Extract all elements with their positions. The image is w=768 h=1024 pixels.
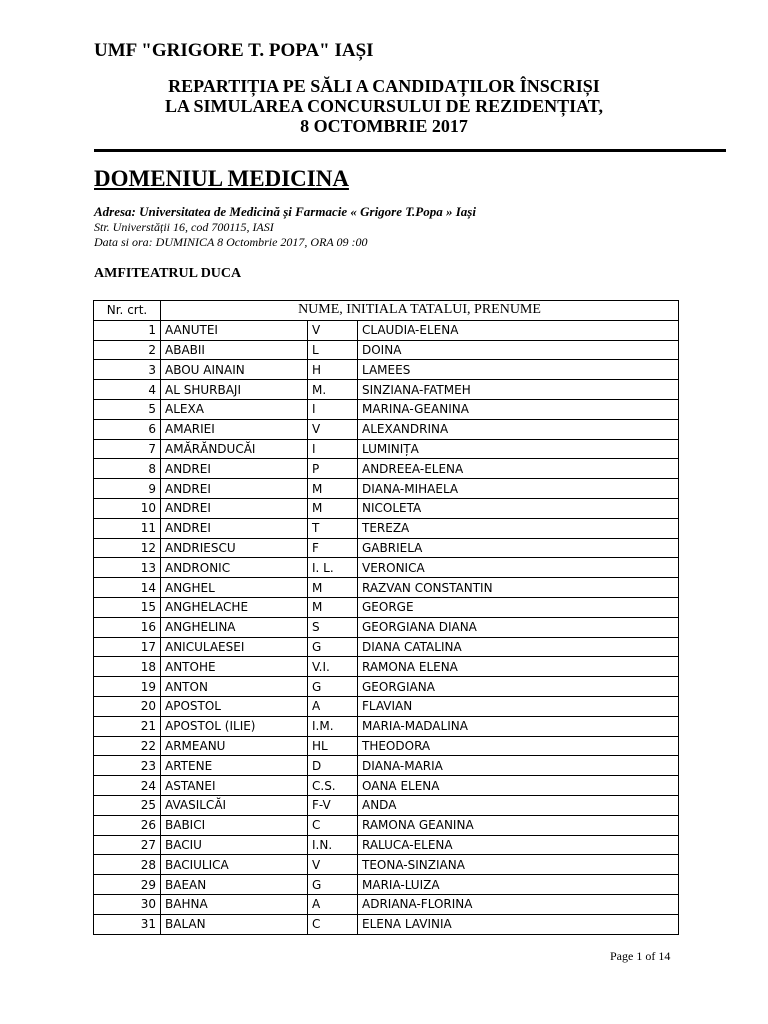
first-name: DIANA-MIHAELA xyxy=(358,479,679,499)
father-initial: I. L. xyxy=(308,558,358,578)
last-name: BAHNA xyxy=(161,894,308,914)
last-name: BALAN xyxy=(161,914,308,934)
last-name: AL SHURBAJI xyxy=(161,380,308,400)
first-name: TEREZA xyxy=(358,518,679,538)
father-initial: L xyxy=(308,340,358,360)
table-row xyxy=(94,677,679,697)
father-initial: S xyxy=(308,617,358,637)
last-name: BACIULICA xyxy=(161,855,308,875)
row-number: 1 xyxy=(94,320,161,340)
father-initial: V xyxy=(308,320,358,340)
table-row xyxy=(94,696,679,716)
candidates-table xyxy=(93,300,679,935)
first-name: ANDREEA-ELENA xyxy=(358,459,679,479)
table-row xyxy=(94,538,679,558)
table-row xyxy=(94,380,679,400)
last-name: ANTON xyxy=(161,677,308,697)
table-row xyxy=(94,419,679,439)
last-name: ANDREI xyxy=(161,498,308,518)
table-row xyxy=(94,399,679,419)
first-name: ADRIANA-FLORINA xyxy=(358,894,679,914)
column-header-nr: Nr. crt. xyxy=(94,301,161,321)
first-name: ALEXANDRINA xyxy=(358,419,679,439)
first-name: MARIA-LUIZA xyxy=(358,875,679,895)
last-name: AMARIEI xyxy=(161,419,308,439)
table-row xyxy=(94,756,679,776)
first-name: DOINA xyxy=(358,340,679,360)
table-row xyxy=(94,736,679,756)
father-initial: I xyxy=(308,399,358,419)
table-row xyxy=(94,498,679,518)
table-row xyxy=(94,894,679,914)
title-line-1: REPARTIȚIA PE SĂLI A CANDIDAȚILOR ÎNSCRIȘI xyxy=(168,76,600,96)
table-row xyxy=(94,597,679,617)
row-number: 12 xyxy=(94,538,161,558)
table-row xyxy=(94,439,679,459)
father-initial: P xyxy=(308,459,358,479)
column-header-name: NUME, INITIALA TATALUI, PRENUME xyxy=(161,301,679,321)
row-number: 23 xyxy=(94,756,161,776)
domain-heading: DOMENIUL MEDICINA xyxy=(94,166,349,191)
last-name: ASTANEI xyxy=(161,776,308,796)
row-number: 16 xyxy=(94,617,161,637)
row-number: 19 xyxy=(94,677,161,697)
last-name: ANDRIESCU xyxy=(161,538,308,558)
father-initial: C xyxy=(308,815,358,835)
last-name: ABOU AINAIN xyxy=(161,360,308,380)
last-name: ANDRONIC xyxy=(161,558,308,578)
last-name: APOSTOL xyxy=(161,696,308,716)
table-row xyxy=(94,815,679,835)
row-number: 2 xyxy=(94,340,161,360)
table-row xyxy=(94,637,679,657)
father-initial: HL xyxy=(308,736,358,756)
street-line: Str. Universtății 16, cod 700115, IASI xyxy=(94,220,274,234)
last-name: BAEAN xyxy=(161,875,308,895)
row-number: 10 xyxy=(94,498,161,518)
table-row xyxy=(94,360,679,380)
row-number: 20 xyxy=(94,696,161,716)
father-initial: I.M. xyxy=(308,716,358,736)
row-number: 28 xyxy=(94,855,161,875)
table-row xyxy=(94,479,679,499)
father-initial: G xyxy=(308,677,358,697)
last-name: ANDREI xyxy=(161,459,308,479)
first-name: GABRIELA xyxy=(358,538,679,558)
first-name: VERONICA xyxy=(358,558,679,578)
row-number: 27 xyxy=(94,835,161,855)
father-initial: M. xyxy=(308,380,358,400)
first-name: ANDA xyxy=(358,795,679,815)
last-name: ALEXA xyxy=(161,399,308,419)
first-name: OANA ELENA xyxy=(358,776,679,796)
first-name: GEORGE xyxy=(358,597,679,617)
father-initial: G xyxy=(308,637,358,657)
row-number: 5 xyxy=(94,399,161,419)
last-name: AANUTEI xyxy=(161,320,308,340)
table-row xyxy=(94,875,679,895)
table-row xyxy=(94,657,679,677)
first-name: RAMONA GEANINA xyxy=(358,815,679,835)
row-number: 15 xyxy=(94,597,161,617)
row-number: 22 xyxy=(94,736,161,756)
father-initial: I.N. xyxy=(308,835,358,855)
last-name: AVASILCĂI xyxy=(161,795,308,815)
father-initial: V.I. xyxy=(308,657,358,677)
last-name: ABABII xyxy=(161,340,308,360)
father-initial: C xyxy=(308,914,358,934)
father-initial: F-V xyxy=(308,795,358,815)
header-divider xyxy=(94,149,726,152)
first-name: DIANA CATALINA xyxy=(358,637,679,657)
father-initial: M xyxy=(308,498,358,518)
father-initial: F xyxy=(308,538,358,558)
table-row xyxy=(94,617,679,637)
first-name: RAMONA ELENA xyxy=(358,657,679,677)
father-initial: G xyxy=(308,875,358,895)
father-initial: I xyxy=(308,439,358,459)
row-number: 14 xyxy=(94,578,161,598)
table-row xyxy=(94,459,679,479)
first-name: DIANA-MARIA xyxy=(358,756,679,776)
father-initial: H xyxy=(308,360,358,380)
first-name: ELENA LAVINIA xyxy=(358,914,679,934)
first-name: LUMINIȚA xyxy=(358,439,679,459)
first-name: MARINA-GEANINA xyxy=(358,399,679,419)
first-name: THEODORA xyxy=(358,736,679,756)
table-row xyxy=(94,914,679,934)
last-name: ANTOHE xyxy=(161,657,308,677)
table-row xyxy=(94,855,679,875)
first-name: GEORGIANA DIANA xyxy=(358,617,679,637)
first-name: NICOLETA xyxy=(358,498,679,518)
row-number: 6 xyxy=(94,419,161,439)
last-name: ANGHELINA xyxy=(161,617,308,637)
first-name: LAMEES xyxy=(358,360,679,380)
last-name: ANICULAESEI xyxy=(161,637,308,657)
datetime-line: Data si ora: DUMINICA 8 Octombrie 2017, ORA 09 :00 xyxy=(94,235,368,249)
last-name: ARTENE xyxy=(161,756,308,776)
address-line: Adresa: Universitatea de Medicină și Farmacie « Grigore T.Popa » Iași xyxy=(94,204,476,219)
room-heading: AMFITEATRUL DUCA xyxy=(94,266,242,281)
row-number: 4 xyxy=(94,380,161,400)
father-initial: T xyxy=(308,518,358,538)
row-number: 7 xyxy=(94,439,161,459)
first-name: CLAUDIA-ELENA xyxy=(358,320,679,340)
title-line-3: 8 OCTOMBRIE 2017 xyxy=(300,116,468,136)
first-name: RALUCA-ELENA xyxy=(358,835,679,855)
last-name: ANGHEL xyxy=(161,578,308,598)
row-number: 11 xyxy=(94,518,161,538)
last-name: AMĂRĂNDUCĂI xyxy=(161,439,308,459)
table-row xyxy=(94,558,679,578)
row-number: 31 xyxy=(94,914,161,934)
last-name: APOSTOL (ILIE) xyxy=(161,716,308,736)
document-title xyxy=(94,76,674,136)
table-row xyxy=(94,716,679,736)
row-number: 24 xyxy=(94,776,161,796)
first-name: SINZIANA-FATMEH xyxy=(358,380,679,400)
row-number: 13 xyxy=(94,558,161,578)
last-name: ANDREI xyxy=(161,518,308,538)
university-heading: UMF "GRIGORE T. POPA" IAȘI xyxy=(94,40,374,61)
row-number: 21 xyxy=(94,716,161,736)
first-name: FLAVIAN xyxy=(358,696,679,716)
table-row xyxy=(94,320,679,340)
first-name: GEORGIANA xyxy=(358,677,679,697)
father-initial: V xyxy=(308,419,358,439)
father-initial: A xyxy=(308,696,358,716)
row-number: 30 xyxy=(94,894,161,914)
father-initial: M xyxy=(308,479,358,499)
father-initial: M xyxy=(308,578,358,598)
page-footer: Page 1 of 14 xyxy=(610,949,671,963)
father-initial: A xyxy=(308,894,358,914)
row-number: 17 xyxy=(94,637,161,657)
row-number: 25 xyxy=(94,795,161,815)
row-number: 18 xyxy=(94,657,161,677)
first-name: RAZVAN CONSTANTIN xyxy=(358,578,679,598)
last-name: ARMEANU xyxy=(161,736,308,756)
last-name: BACIU xyxy=(161,835,308,855)
first-name: MARIA-MADALINA xyxy=(358,716,679,736)
table-row xyxy=(94,578,679,598)
table-row xyxy=(94,518,679,538)
last-name: BABICI xyxy=(161,815,308,835)
last-name: ANGHELACHE xyxy=(161,597,308,617)
last-name: ANDREI xyxy=(161,479,308,499)
first-name: TEONA-SINZIANA xyxy=(358,855,679,875)
row-number: 3 xyxy=(94,360,161,380)
father-initial: D xyxy=(308,756,358,776)
title-line-2: LA SIMULAREA CONCURSULUI DE REZIDENȚIAT, xyxy=(165,96,603,116)
table-row xyxy=(94,795,679,815)
table-header-row xyxy=(94,301,679,321)
row-number: 9 xyxy=(94,479,161,499)
table-row xyxy=(94,776,679,796)
father-initial: V xyxy=(308,855,358,875)
father-initial: C.S. xyxy=(308,776,358,796)
table-row xyxy=(94,340,679,360)
row-number: 26 xyxy=(94,815,161,835)
table-row xyxy=(94,835,679,855)
row-number: 29 xyxy=(94,875,161,895)
father-initial: M xyxy=(308,597,358,617)
row-number: 8 xyxy=(94,459,161,479)
